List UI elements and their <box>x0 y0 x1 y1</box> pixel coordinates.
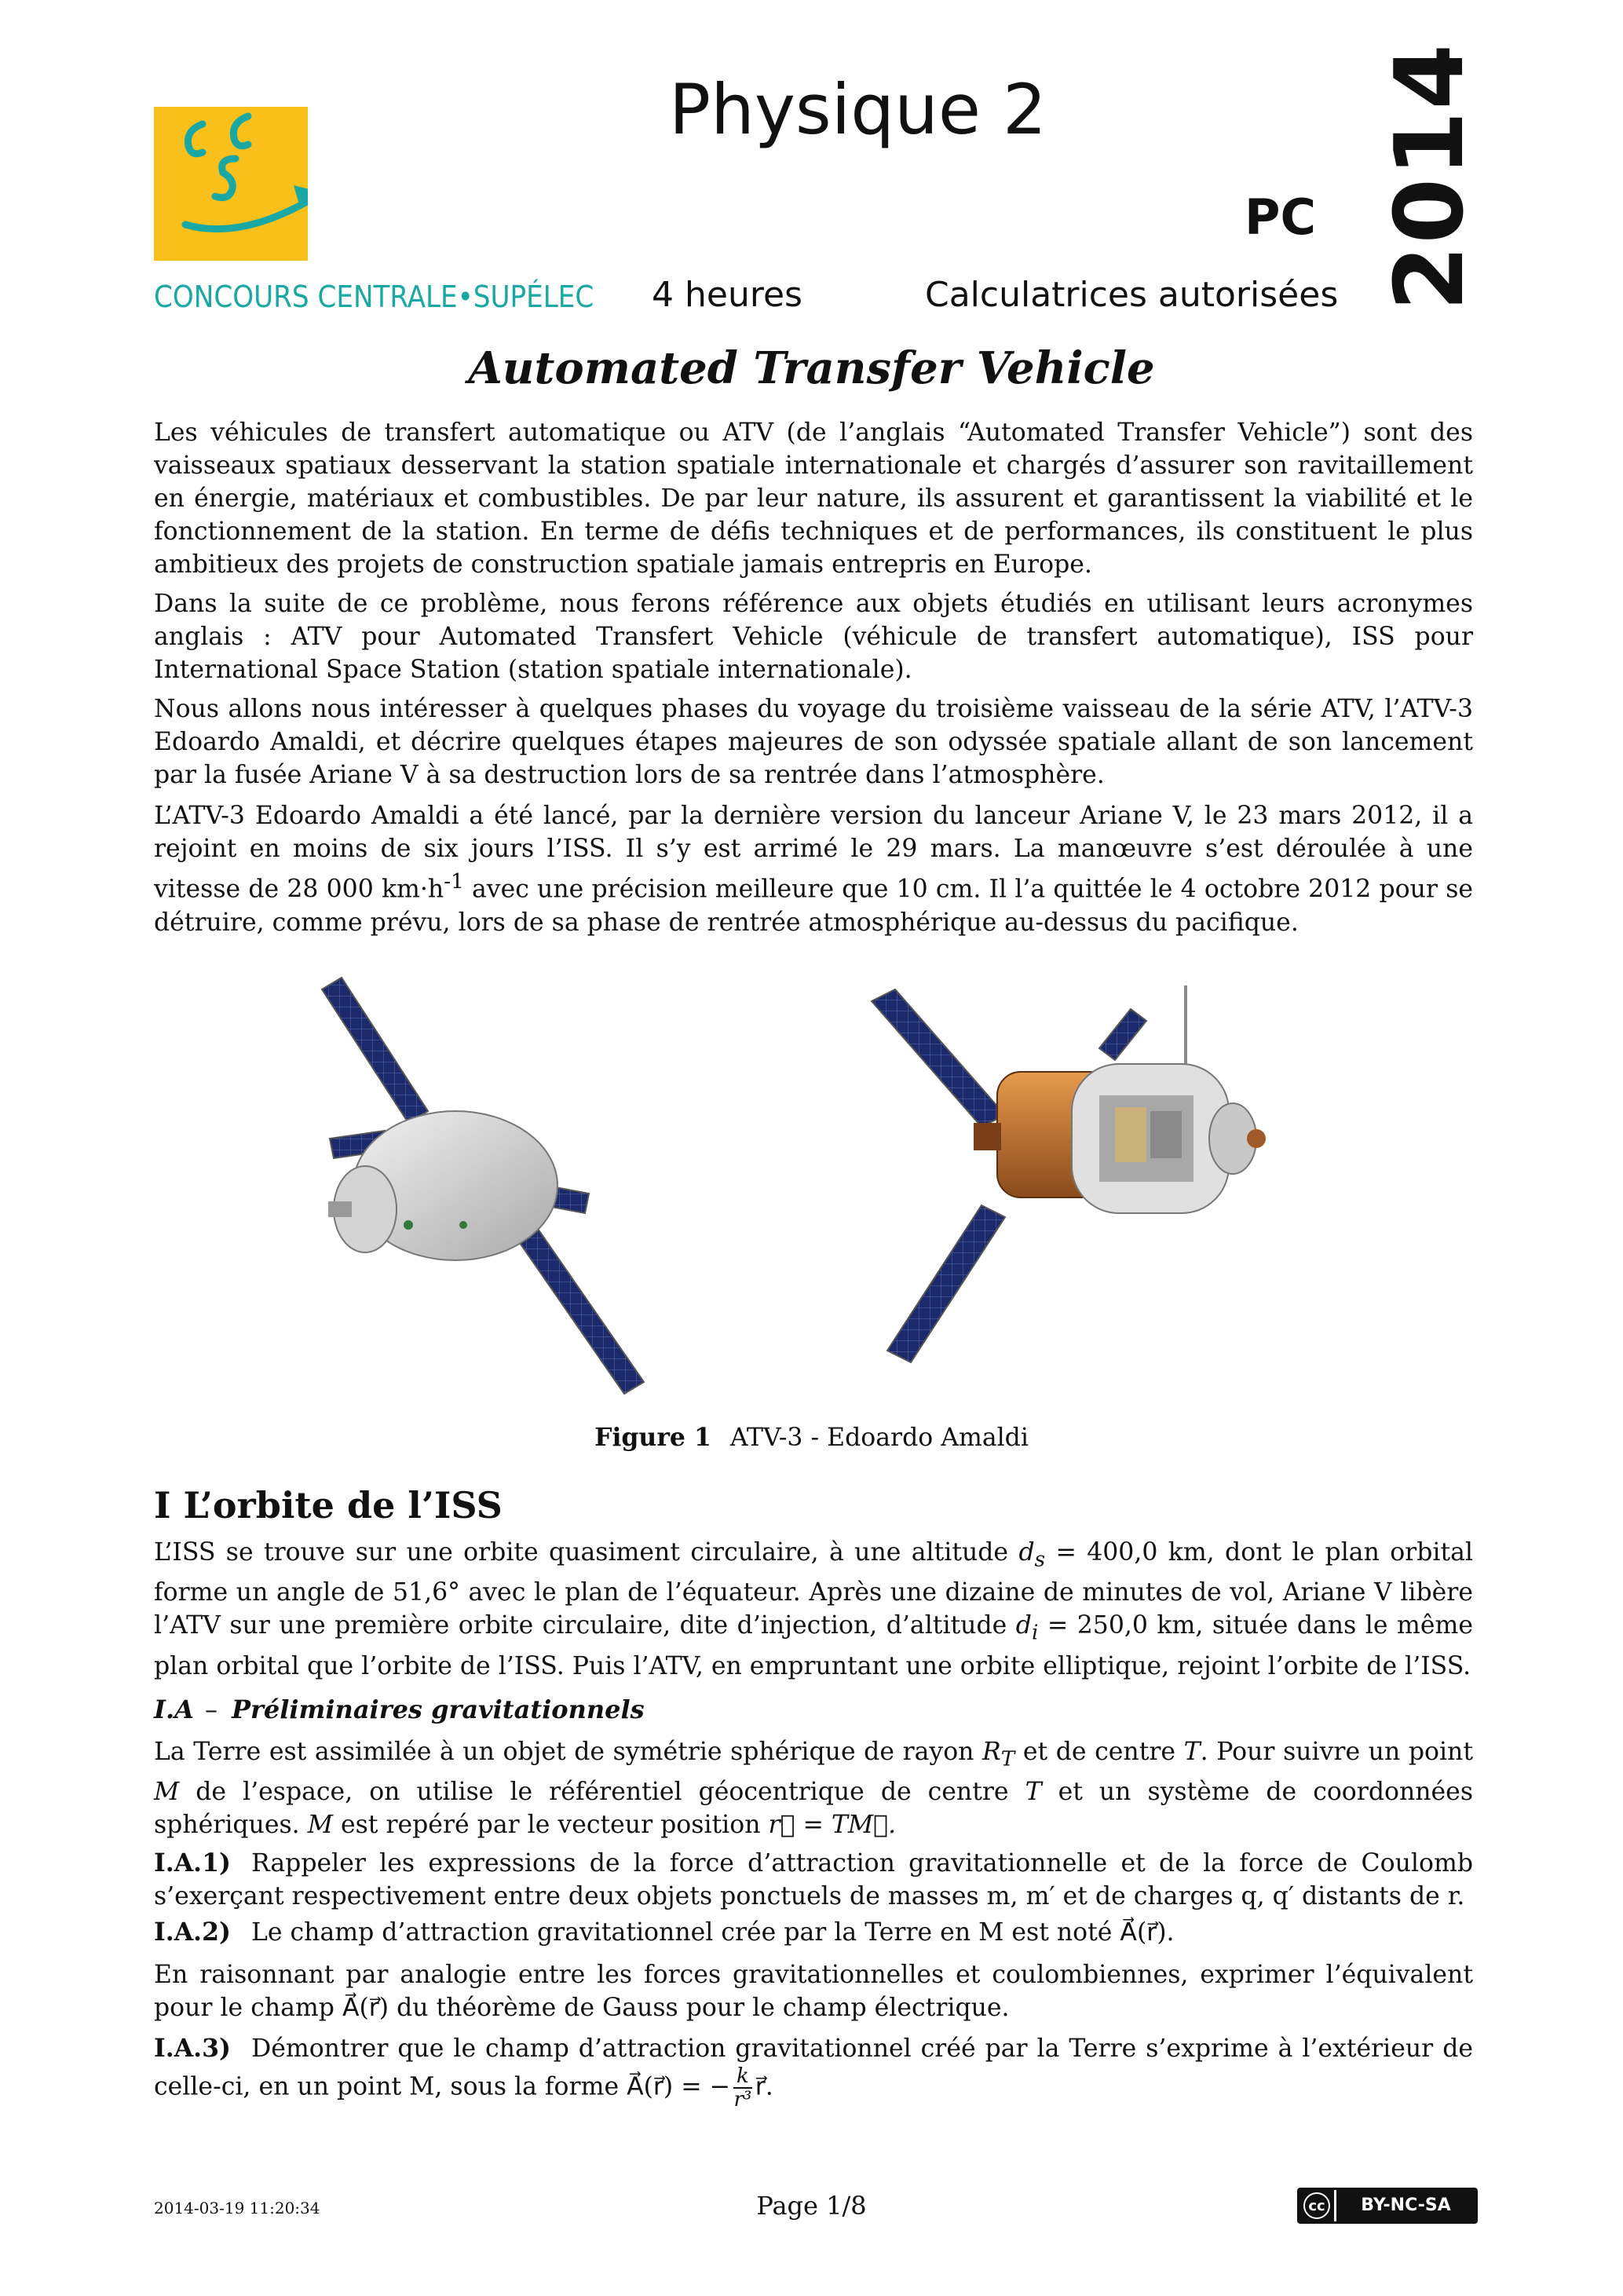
q2-number: I.A.2) <box>154 1918 231 1947</box>
sec1-text-c: = 250,0 km, située dans le même plan orbital que l’orbite de l’ISS. Puis l’ATV, en empruntant une orbite elliptique, rejoint l’orbite de l’ISS. <box>154 1611 1473 1680</box>
section-1-paragraph <box>154 1536 1473 1683</box>
question-IA1 <box>154 1847 1473 1913</box>
ccs-logo <box>154 107 308 261</box>
q3-frac-den: r³ <box>733 2088 752 2111</box>
license-text: BY-NC-SA <box>1336 2190 1475 2221</box>
cc-icon-text: cc <box>1303 2192 1330 2219</box>
question-IA2 <box>154 1958 1473 2024</box>
atv-exterior-image <box>306 974 699 1398</box>
subsec-RT-sub: T <box>1000 1747 1015 1771</box>
license-badge <box>1297 2188 1478 2224</box>
intro-p4-text-b: avec une précision meilleure que 10 cm. Il l’a quittée le 4 octobre 2012 pour se détruire, comme prévu, lors de sa phase de rentrée atmosphérique au-dessus du pacifique. <box>154 875 1473 937</box>
q3-text-b: r⃗. <box>755 2072 773 2101</box>
subsec-text-d: de l’espace, on utilise le référentiel géocentrique de centre <box>179 1778 1025 1807</box>
subsec-T2: T <box>1025 1778 1042 1807</box>
subsec-text-b: et de centre <box>1014 1738 1184 1766</box>
section-1-title: I L’orbite de l’ISS <box>154 1484 503 1526</box>
intro-paragraph-2 <box>154 587 1473 686</box>
document-title: Automated Transfer Vehicle <box>468 342 1155 394</box>
intro-p4-sup: -1 <box>444 870 464 894</box>
subsection-number: I.A <box>154 1695 194 1724</box>
sec1-text-b: = 400,0 km, dont le plan orbital forme un angle de 51,6° avec le plan de l’équateur. Après une dizaine de minutes de vol, Ariane V libère l’ATV sur une première orbite circulaire, dite d’injection, d’altitude <box>154 1538 1473 1640</box>
intro-paragraph-3 <box>154 693 1473 792</box>
question-IA2-statement <box>154 1916 1473 1949</box>
q1-number: I.A.1) <box>154 1848 231 1877</box>
intro-p1-text: Les véhicules de transfert automatique ou ATV (de l’anglais “Automated Transfer Vehicle”) sont des vaisseaux spatiaux desservant la station spatiale internationale et chargés d’assurer son ravitaillement en énergie, matériaux et combustibles. De par leur nature, ils assurent et garantissent la viabilité et le fonctionnement de la station. En terme de défis techniques et de performances, ils constituent le plus ambitieux des projets de construction spatiale jamais entrepris en Europe. <box>154 419 1473 579</box>
calculator-policy: Calculatrices autorisées <box>925 275 1339 315</box>
q2-head-text: Le champ d’attraction gravitationnel crée par la Terre en M est noté A⃗(r⃗). <box>250 1918 1175 1947</box>
q3-fraction <box>733 2065 752 2111</box>
ccs-logo-graphic <box>154 107 308 261</box>
subject-title: Physique 2 <box>669 69 1047 150</box>
subsection-title-text: Préliminaires gravitationnels <box>231 1695 645 1724</box>
q3-number: I.A.3) <box>154 2034 231 2063</box>
page-number: Page 1/8 <box>756 2191 867 2221</box>
sec1-text-a: L’ISS se trouve sur une orbite quasiment circulaire, à une altitude <box>154 1538 1019 1567</box>
logo-text: CONCOURS CENTRALE•SUPÉLEC <box>154 280 594 314</box>
intro-p3-text: Nous allons nous intéresser à quelques phases du voyage du troisième vaisseau de la série ATV, l’ATV-3 Edoardo Amaldi, et décrire quelques étapes majeures de son odyssée spatiale allant de son lancement par la fusée Ariane V à sa destruction lors de sa rentrée dans l’atmosphère. <box>154 695 1473 789</box>
subsec-text-a: La Terre est assimilée à un objet de symétrie sphérique de rayon <box>154 1738 983 1766</box>
subsec-text-c: . Pour suivre un point <box>1200 1738 1473 1766</box>
subsec-M2: M <box>307 1811 333 1840</box>
subsection-title <box>154 1695 645 1724</box>
subsec-text-e: et un système de coordonnées sphériques. <box>154 1778 1473 1840</box>
intro-paragraph-4 <box>154 799 1473 939</box>
subsection-paragraph <box>154 1735 1473 1841</box>
footer-date: 2014-03-19 11:20:34 <box>154 2199 320 2217</box>
figure-caption <box>0 1423 1623 1452</box>
sec1-di: d <box>1015 1611 1032 1640</box>
intro-p2-text: Dans la suite de ce problème, nous ferons référence aux objets étudiés en utilisant leurs acronymes anglais : ATV pour Automated Transfert Vehicle (véhicule de transfert automatique), ISS pour International Space Station (station spatiale internationale). <box>154 590 1473 684</box>
subsec-T: T <box>1183 1738 1201 1766</box>
sec1-ds-sub: s <box>1034 1548 1046 1572</box>
subsec-M: M <box>154 1778 180 1807</box>
q1-text: Rappeler les expressions de la force d’attraction gravitationnelle et de la force de Coulomb s’exerçant respectivement entre deux objets ponctuels de masses m, m′ et de charges q, q′ distants de r. <box>154 1849 1473 1910</box>
figure-caption-text: ATV-3 - Edoardo Amaldi <box>729 1424 1029 1452</box>
q3-text-a: Démontrer que le champ d’attraction gravitationnel créé par la Terre s’exprime à l’extérieur de celle-ci, en un point M, sous la forme A⃗(r⃗) = − <box>154 2035 1473 2101</box>
intro-paragraph-1 <box>154 416 1473 581</box>
exam-year: 2014 <box>1376 42 1485 311</box>
intro-p4-text-a: L’ATV-3 Edoardo Amaldi a été lancé, par la dernière version du lanceur Ariane V, le 23 mars 2012, il a rejoint en moins de six jours l’ISS. Il s’y est arrimé le 29 mars. La manœuvre s’est déroulée à une vitesse de 28 000 km·h <box>154 802 1473 904</box>
sec1-di-sub: i <box>1031 1621 1039 1645</box>
subsection-dash: – <box>204 1695 217 1724</box>
figure-label: Figure 1 <box>594 1423 711 1452</box>
exam-duration: 4 heures <box>652 275 802 315</box>
section-label: PC <box>1245 188 1316 246</box>
sec1-ds: d <box>1018 1538 1035 1567</box>
question-IA3 <box>154 2032 1473 2111</box>
atv-cutaway-image <box>864 978 1319 1370</box>
subsec-text-f: est repéré par le vecteur position <box>332 1811 769 1840</box>
subsec-RT: R <box>982 1738 1001 1766</box>
subsec-position-vector: r⃗ = TM⃗. <box>768 1811 897 1840</box>
q2-text: En raisonnant par analogie entre les forces gravitationnelles et coulombiennes, exprimer l’équivalent pour le champ A⃗(r⃗) du théorème de Gauss pour le champ électrique. <box>154 1961 1473 2022</box>
creative-commons-icon <box>1299 2190 1334 2221</box>
q3-frac-num: k <box>733 2065 752 2089</box>
